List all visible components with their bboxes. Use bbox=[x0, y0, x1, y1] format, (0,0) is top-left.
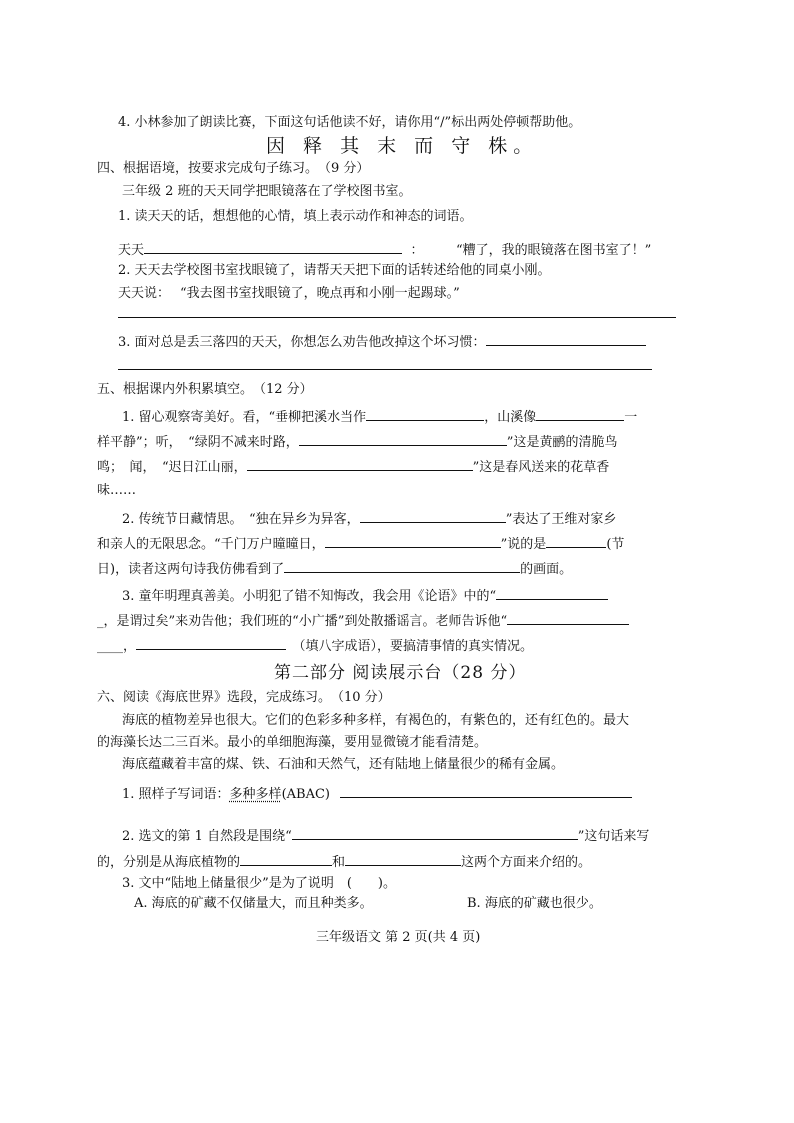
s5-l5b: ”表达了王维对家乡 bbox=[505, 512, 617, 527]
s5-line-2 bbox=[97, 432, 617, 452]
q4-instruction: 4. 小林参加了朗读比赛，下面这句话他读不好，请你用“/”标出两处停顿帮助他。 bbox=[118, 115, 582, 130]
s5-l6a: 和亲人的无限思念。“千门万户曈曈日， bbox=[97, 537, 325, 552]
s4-q1-colon: ： bbox=[410, 243, 424, 258]
s5-blank-10[interactable] bbox=[507, 611, 629, 625]
s4-q2-quote-line bbox=[118, 285, 460, 303]
s5-blank-4[interactable] bbox=[247, 457, 473, 471]
s5-blank-5[interactable] bbox=[360, 509, 506, 523]
s5-l10a: ____， bbox=[97, 639, 137, 654]
part-2-title: 第二部分 阅读展示台（28 分） bbox=[274, 663, 527, 683]
s5-blank-2[interactable] bbox=[536, 407, 624, 421]
s5-line-3 bbox=[97, 457, 609, 477]
s6-passage-1b: 的海藻长达二三百米。最小的单细胞海藻，要用显微镜才能看清楚。 bbox=[97, 735, 488, 750]
s5-line-4: 味…… bbox=[97, 483, 137, 498]
s5-blank-8[interactable] bbox=[284, 559, 520, 573]
s6-q3-text: 3. 文中“陆地上储量很少”是为了说明 ( )。 bbox=[122, 876, 396, 891]
s5-l3b: ”这是春风送来的花草香 bbox=[472, 460, 610, 475]
s6-q2-blank-3[interactable] bbox=[345, 852, 461, 866]
s6-q2-blank-1[interactable] bbox=[292, 826, 578, 840]
s6-q1-pattern: (ABAC) bbox=[281, 787, 330, 802]
s4-q2-answer-line[interactable] bbox=[118, 317, 676, 318]
s5-blank-11[interactable] bbox=[136, 636, 286, 650]
s4-q2-text: 2. 天天去学校图书室找眼镜了，请帮天天把下面的话转述给他的同桌小刚。 bbox=[118, 263, 551, 278]
s4-q1-text: 1. 读天天的话，想想他的心情，填上表示动作和神态的词语。 bbox=[118, 209, 473, 224]
s4-q1-blank[interactable] bbox=[144, 240, 402, 254]
s5-l7b: 的画面。 bbox=[520, 562, 573, 577]
s5-l8a: 3. 童年明理真善美。小明犯了错不知悔改，我会用《论语》中的“ bbox=[122, 589, 497, 604]
s5-l1b: ，山溪像 bbox=[484, 410, 537, 425]
s6-q2-line-1 bbox=[122, 826, 649, 846]
s5-line-5 bbox=[122, 509, 616, 529]
s4-q1-answer-line bbox=[118, 240, 651, 260]
s6-q2-blank-2[interactable] bbox=[240, 852, 332, 866]
s5-l1c: 一 bbox=[624, 410, 638, 425]
page-footer: 三年级语文 第 2 页(共 4 页) bbox=[316, 930, 481, 945]
s5-l5a: 2. 传统节日藏情思。 “独在异乡为异客， bbox=[122, 512, 360, 527]
s4-q3-text: 3. 面对总是丢三落四的天天，你想怎么劝告他改掉这个坏习惯： bbox=[118, 335, 486, 350]
s5-l6c: (节 bbox=[606, 537, 625, 552]
s5-blank-9[interactable] bbox=[496, 586, 608, 600]
s5-l9a: _，是谓过矣”来劝告他；我们班的“小广播”到处散播谣言。老师告诉他“ bbox=[97, 614, 508, 629]
s5-l2b: ”这是黄鹂的清脆鸟 bbox=[506, 435, 618, 450]
s4-q3-blank[interactable] bbox=[486, 332, 646, 346]
s5-l6b: ”说的是 bbox=[500, 537, 547, 552]
s5-l3a: 鸣； 闻， “迟日江山丽， bbox=[97, 460, 247, 475]
s5-line-6 bbox=[97, 534, 624, 554]
s4-q1-quote: “糟了，我的眼镜落在图书室了！” bbox=[456, 243, 652, 258]
s6-q2a: 2. 选文的第 1 自然段是围绕“ bbox=[122, 829, 292, 844]
s6-q1-example-word: 多种多样 bbox=[229, 787, 282, 802]
s6-passage-2: 海底蕴藏着丰富的煤、铁、石油和天然气，还有陆地上储量很少的稀有金属。 bbox=[122, 757, 565, 772]
s5-line-1 bbox=[122, 407, 637, 427]
s5-l1a: 1. 留心观察寄美好。看，“垂柳把溪水当作 bbox=[122, 410, 367, 425]
section-4-intro: 三年级 2 班的天天同学把眼镜落在了学校图书室。 bbox=[122, 184, 412, 199]
s6-q1-line bbox=[122, 784, 632, 804]
s5-blank-1[interactable] bbox=[366, 407, 484, 421]
section-5-title: 五、根据课内外积累填空。 （12 分） bbox=[97, 382, 313, 397]
s5-l2a: 样平静”；听， “绿阴不减来时路， bbox=[97, 435, 299, 450]
s6-q3-option-a[interactable]: A. 海底的矿藏不仅储量大，而且种类多。 bbox=[134, 896, 373, 911]
s6-q2c: 的，分别是从海底植物的 bbox=[97, 855, 241, 870]
s6-q2-line-2 bbox=[97, 852, 591, 872]
s6-q3-option-b[interactable]: B. 海底的矿藏也很少。 bbox=[467, 896, 602, 911]
s5-line-7 bbox=[97, 559, 572, 579]
s6-passage-1a: 海底的植物差异也很大。它们的色彩多种多样，有褐色的，有紫色的，还有红色的。最大 bbox=[122, 713, 630, 728]
s6-q2d: 和 bbox=[332, 855, 346, 870]
s4-q1-speaker: 天天 bbox=[118, 243, 145, 258]
s5-line-9 bbox=[97, 611, 629, 631]
s5-blank-3[interactable] bbox=[299, 432, 507, 446]
s5-blank-6[interactable] bbox=[325, 534, 501, 548]
s6-q2e: 这两个方面来介绍的。 bbox=[461, 855, 592, 870]
s6-q2b: ”这句话来写 bbox=[577, 829, 650, 844]
s5-l10b: （填八字成语），要搞清事情的真实情况。 bbox=[286, 639, 534, 654]
section-6-title: 六、阅读《海底世界》选段，完成练习。 （10 分） bbox=[97, 690, 391, 705]
s6-q1-blank[interactable] bbox=[340, 784, 632, 798]
s4-q3-line bbox=[118, 332, 646, 352]
section-4-title: 四、根据语境，按要求完成句子练习。 （9 分） bbox=[97, 161, 370, 176]
s6-q1-text: 1. 照样子写词语： bbox=[122, 787, 230, 802]
s4-q3-answer-line[interactable] bbox=[118, 369, 652, 370]
s5-blank-7[interactable] bbox=[546, 534, 606, 548]
s5-line-10 bbox=[97, 636, 533, 656]
s4-q2-quote: “我去图书室找眼镜了，晚点再和小刚一起踢球。” bbox=[180, 286, 460, 301]
s5-line-8 bbox=[122, 586, 608, 606]
q4-sentence: 因 释 其 末 而 守 株。 bbox=[266, 135, 539, 157]
s4-q2-label: 天天说： bbox=[118, 286, 171, 301]
s5-l7a: 日)，读者这两句诗我仿佛看到了 bbox=[97, 562, 285, 577]
